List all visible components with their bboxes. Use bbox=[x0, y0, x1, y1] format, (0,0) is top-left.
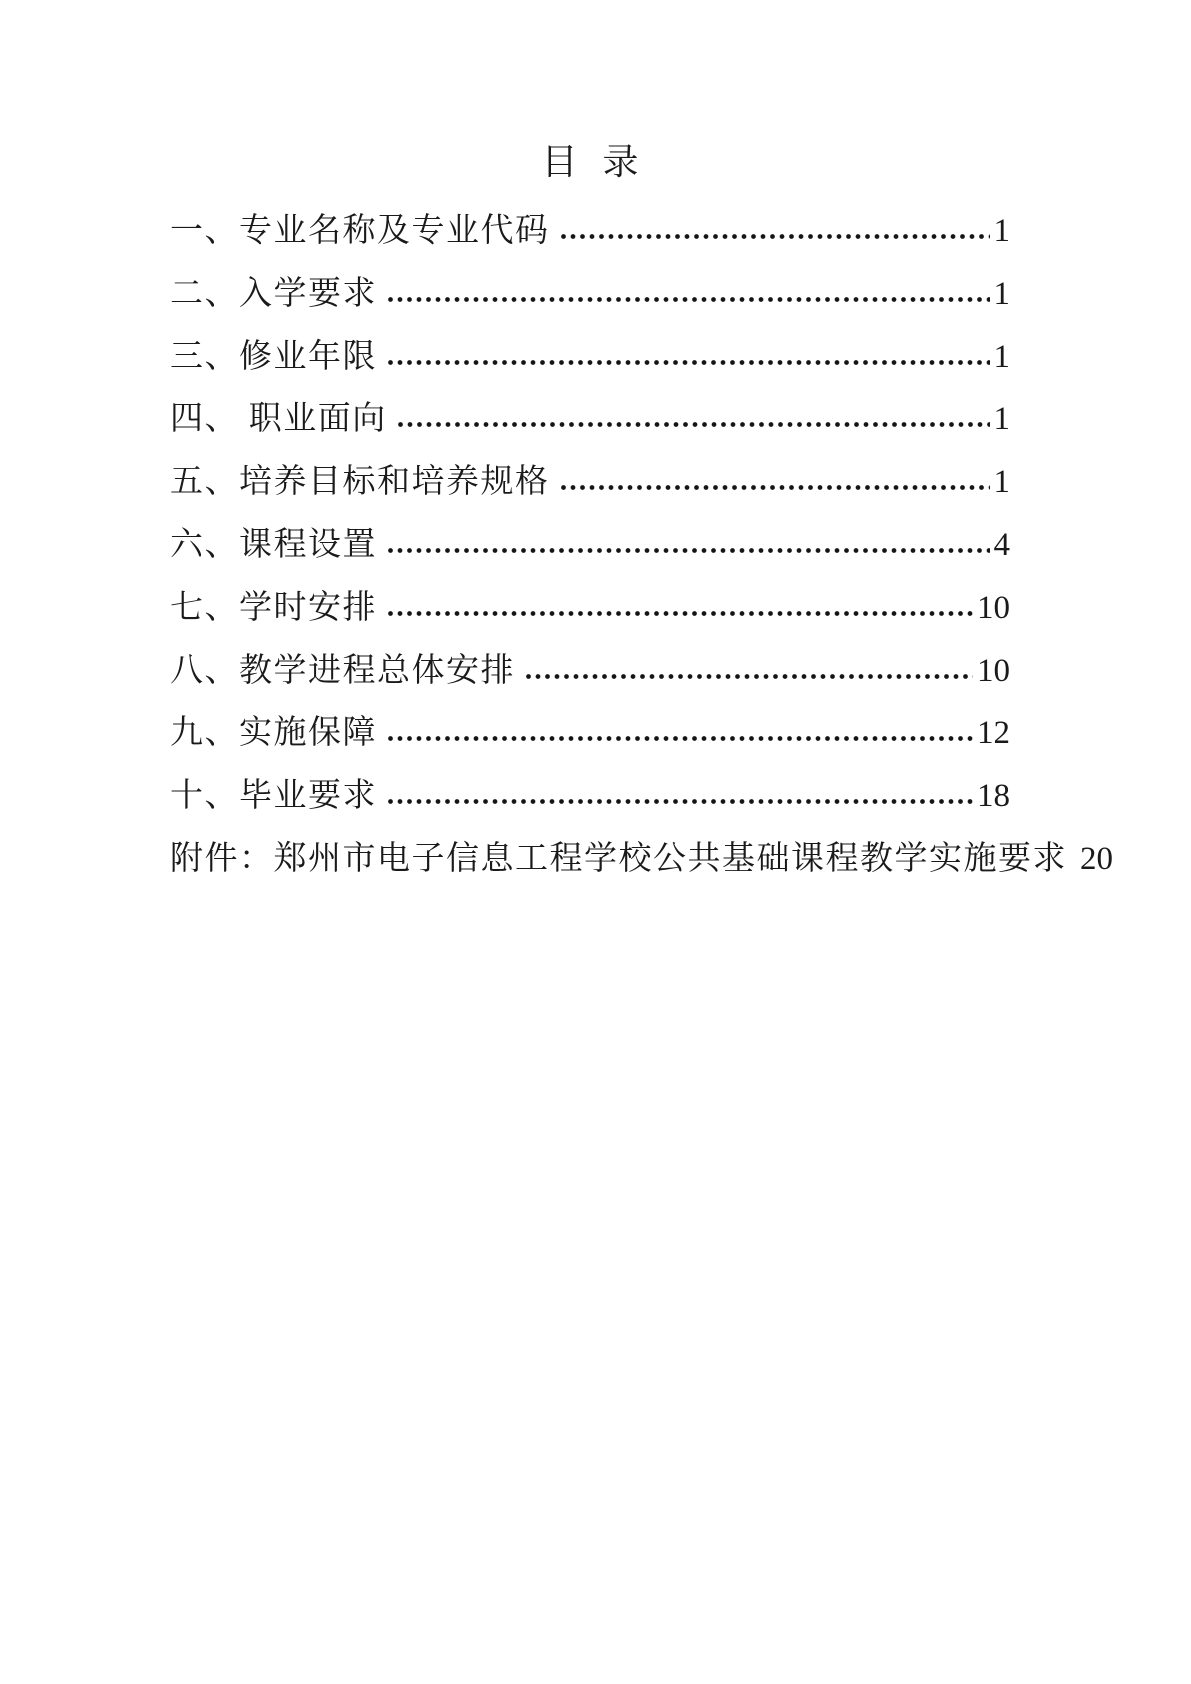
dot-leader bbox=[396, 420, 990, 429]
toc-entry-label: 十、毕业要求 bbox=[170, 778, 377, 815]
toc-entry-page: 18 bbox=[977, 778, 1010, 815]
toc-entry-label: 六、课程设置 bbox=[170, 526, 377, 563]
toc-entry[interactable] bbox=[170, 765, 1010, 828]
toc-entry[interactable] bbox=[170, 640, 1010, 703]
toc-entry[interactable] bbox=[170, 388, 1010, 451]
toc-entry[interactable] bbox=[170, 451, 1010, 514]
dot-leader bbox=[386, 295, 990, 304]
dot-leader bbox=[386, 609, 973, 618]
dot-leader bbox=[386, 546, 990, 555]
toc-entry[interactable] bbox=[170, 200, 1010, 263]
toc-entry-label: 一、专业名称及专业代码 bbox=[170, 213, 550, 249]
toc-entry-page: 1 bbox=[993, 213, 1010, 249]
toc-entry[interactable] bbox=[170, 702, 1010, 765]
toc-entry-page: 10 bbox=[977, 589, 1010, 626]
dot-leader bbox=[559, 483, 990, 492]
toc-entry-label: 附件：郑州市电子信息工程学校公共基础课程教学实施要求 bbox=[170, 840, 1067, 877]
dot-leader bbox=[524, 672, 973, 681]
toc-entry-page: 1 bbox=[993, 275, 1010, 312]
dot-leader bbox=[386, 797, 973, 806]
toc-entry-label: 三、修业年限 bbox=[170, 338, 377, 375]
toc-entry[interactable] bbox=[170, 577, 1010, 640]
dot-leader bbox=[386, 358, 990, 367]
toc-entry-label: 七、学时安排 bbox=[170, 589, 377, 626]
toc-entry-label: 五、培养目标和培养规格 bbox=[170, 464, 550, 501]
toc-entry-label: 四、 职业面向 bbox=[170, 401, 387, 438]
toc-entry[interactable] bbox=[170, 514, 1010, 577]
toc-entry[interactable] bbox=[170, 263, 1010, 326]
toc-entry[interactable] bbox=[170, 326, 1010, 389]
toc-entry-page: 4 bbox=[993, 526, 1010, 563]
toc-entry[interactable] bbox=[170, 828, 1113, 891]
toc-entry-label: 二、入学要求 bbox=[170, 275, 377, 312]
table-of-contents bbox=[170, 200, 1113, 891]
toc-entry-page: 1 bbox=[993, 401, 1010, 438]
toc-entry-page: 12 bbox=[977, 715, 1010, 752]
dot-leader bbox=[559, 232, 990, 241]
toc-entry-page: 1 bbox=[993, 464, 1010, 501]
toc-entry-page: 20 bbox=[1080, 840, 1113, 877]
toc-entry-page: 10 bbox=[977, 652, 1010, 689]
toc-entry-page: 1 bbox=[993, 338, 1010, 375]
toc-entry-label: 九、实施保障 bbox=[170, 715, 377, 752]
toc-entry-label: 八、教学进程总体安排 bbox=[170, 652, 515, 689]
page-title: 目 录 bbox=[541, 142, 647, 182]
dot-leader bbox=[386, 734, 973, 743]
